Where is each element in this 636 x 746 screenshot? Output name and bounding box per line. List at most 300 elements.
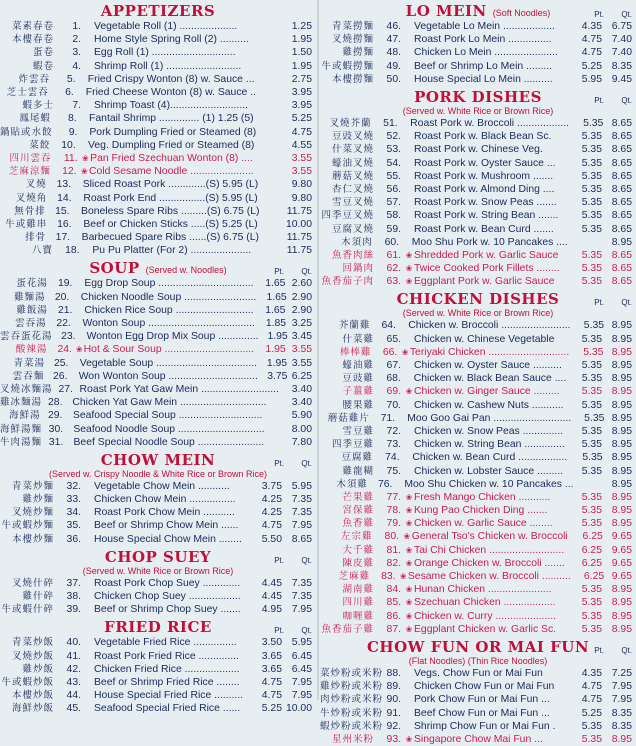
price: 5.25	[291, 113, 312, 125]
price-quart: 8.65	[291, 533, 312, 545]
item-name: Chicken w. Cashew Nuts ...........	[414, 399, 564, 411]
menu-item-row	[0, 533, 316, 546]
item-number: 4.	[72, 60, 81, 72]
item-name: Roast Pork w. Broccoli ..................	[410, 118, 569, 130]
item-name: Chicken w. Snow Peas ..............	[414, 425, 563, 437]
chinese-name: 叉燒什碎	[11, 577, 54, 589]
item-name: Chicken Lo Mein ......................	[414, 47, 558, 59]
spicy-pepper-icon: ❀	[403, 532, 411, 542]
menu-item-row	[320, 236, 636, 249]
item-number: 9.	[68, 126, 78, 138]
item-number: 34.	[66, 507, 81, 519]
item-number: 86.	[386, 610, 401, 622]
price-pint: 5.25	[581, 60, 602, 72]
chinese-name: 肉炒粉或米粉	[320, 694, 384, 706]
item-name: Beef Special Noodle Soup .......................	[73, 436, 265, 448]
item-name: Beef or Shrimp Chow Mein ......	[94, 520, 239, 532]
chinese-name: 豆腐叉燒	[331, 223, 374, 235]
item-name: Roast Pork End ................(S) 5.95 (L)	[83, 192, 258, 204]
item-name: Beef or Shrimp Fried Rice ........	[94, 676, 240, 688]
item-name: Roast Pork Yat Gaw Mein ...........................	[79, 383, 279, 395]
chinese-name: 無骨排	[14, 205, 46, 217]
price-quart: 9.65	[611, 557, 632, 569]
item-number: 25.	[53, 357, 69, 369]
size-column-headers	[576, 10, 632, 19]
price-quart: 7.95	[611, 694, 632, 706]
price-pint: 5.35	[581, 223, 602, 235]
item-name: Beef or Chicken Sticks .....(S) 5.25 (L)	[83, 218, 258, 230]
price-pint: 5.35	[581, 597, 602, 609]
chinese-name: 蝦多士	[22, 100, 54, 112]
price-pint: 5.25	[261, 703, 282, 715]
spicy-pepper-icon: ❀	[75, 345, 83, 355]
chinese-name: 菜炒粉或米粉	[320, 667, 384, 679]
item-number: 65.	[386, 333, 401, 345]
price: 1.50	[291, 47, 312, 59]
menu-item-row	[320, 464, 636, 477]
item-name: Home Style Spring Roll (2) ..........	[94, 34, 249, 46]
item-number: 82.	[386, 557, 401, 569]
item-name: Kung Pao Chicken Ding .......	[414, 505, 548, 517]
item-number: 51.	[383, 118, 398, 130]
price-pint: 1.95	[267, 331, 288, 343]
item-number: 89.	[386, 681, 401, 693]
price-pint: 5.35	[581, 518, 602, 530]
spicy-pepper-icon: ❀	[405, 519, 413, 529]
item-number: 64.	[381, 320, 396, 332]
price-pint: 5.35	[584, 412, 605, 424]
menu-item-row	[320, 478, 636, 491]
price-quart: 8.95	[611, 412, 632, 424]
item-number: 42.	[66, 663, 81, 675]
size-column-headers	[576, 96, 632, 105]
price: 3.55	[291, 166, 312, 178]
item-name: Cold Sesame Noodle ......................	[89, 166, 254, 178]
size-column-headers	[576, 298, 632, 307]
price-pint: 3.75	[261, 480, 282, 492]
chinese-name: 芝士雲吞	[6, 87, 49, 99]
chinese-name: 雞什碎	[22, 591, 54, 603]
item-number: 16.	[57, 218, 72, 230]
item-number: 29.	[47, 410, 63, 422]
item-name: Moo Goo Gai Pan ...........................	[407, 412, 572, 424]
item-name: Fried Cheese Wonton (8) w. Sauce ..	[85, 87, 256, 99]
item-name: Twice Cooked Pork Fillets ........	[414, 263, 560, 275]
section-note: (Served w. White Rice or Brown Rice)	[402, 308, 554, 319]
price-quart: 8.95	[611, 333, 632, 345]
price-pint: 5.35	[581, 733, 602, 745]
price-quart: 7.95	[291, 520, 312, 532]
price-quart: 5.90	[291, 410, 312, 422]
section-title: PORK DISHES	[414, 87, 542, 106]
menu-item-row	[0, 383, 316, 396]
section-header	[320, 86, 636, 106]
chinese-name: 四川雞	[342, 597, 374, 609]
menu-item-row	[320, 359, 636, 372]
price-quart: 9.65	[611, 531, 632, 543]
menu-item-row	[0, 244, 316, 257]
item-name: Egg Drop Soup .................................	[84, 278, 254, 290]
item-name: Eggplant Chicken w. Garlic Sc.	[414, 623, 557, 635]
chinese-name: 陳皮雞	[342, 557, 374, 569]
item-number: 21.	[58, 304, 73, 316]
price-pint: 5.35	[581, 373, 603, 385]
item-number: 68.	[386, 373, 401, 385]
item-name: Roast Pork w. Oyster Sauce ...	[414, 157, 556, 169]
menu-item-row	[320, 706, 636, 719]
item-number: 32.	[66, 480, 81, 492]
price-quart: 8.65	[611, 118, 632, 130]
menu-item-row	[0, 73, 316, 86]
menu-item-row	[320, 60, 636, 73]
item-number: 52.	[386, 131, 401, 143]
section-header	[0, 616, 316, 636]
chinese-name: 湖南雞	[342, 584, 374, 596]
price-quart: 8.95	[611, 478, 633, 490]
item-number: 23.	[61, 331, 76, 343]
item-name: Wonton Egg Drop Mix Soup ..............	[86, 331, 259, 343]
price-quart: 7.35	[291, 591, 312, 603]
spicy-pepper-icon: ❀	[405, 250, 413, 260]
menu-item-row	[0, 636, 316, 649]
menu-item-row	[320, 262, 636, 275]
item-number: 75.	[386, 465, 401, 477]
price-pint: 6.25	[581, 544, 602, 556]
section-note: (Served w. White Rice or Brown Rice)	[82, 565, 234, 576]
item-number: 3.	[72, 47, 81, 59]
chinese-name: 豆豉雞	[342, 373, 374, 385]
menu-item-row	[0, 396, 316, 409]
item-number: 5.	[66, 73, 76, 85]
menu-item-row	[320, 20, 636, 33]
item-number: 36.	[66, 533, 81, 545]
item-number: 60.	[384, 236, 400, 248]
section-header	[0, 0, 316, 20]
item-name: Pu Pu Platter (For 2) .....................	[92, 245, 252, 257]
price-quart: 8.95	[611, 346, 632, 358]
item-name: Vegetable Roll (1) ....................	[94, 21, 238, 33]
price-quart: 8.35	[611, 60, 632, 72]
chinese-name: 牛或雞串	[5, 218, 48, 230]
item-name: House Special Fried Rice ..........	[94, 690, 243, 702]
menu-item-row	[320, 693, 636, 706]
size-header: Qt.	[301, 555, 312, 565]
chinese-name: 咖喱雞	[342, 610, 374, 622]
item-number: 26.	[53, 370, 68, 382]
price-quart: 8.95	[611, 320, 632, 332]
chinese-name: 酸辣湯	[15, 344, 48, 356]
size-header: Pt.	[274, 458, 284, 468]
item-name: Roast Pork w. Bean Curd .......	[414, 223, 554, 235]
chinese-name: 星州米粉	[331, 733, 374, 745]
item-name: Roast Pork w. String Bean .......	[414, 210, 559, 222]
chinese-name: 杏仁叉燒	[331, 183, 374, 195]
price-pint: 3.75	[267, 370, 288, 382]
menu-item-row	[0, 650, 316, 663]
item-number: 79.	[386, 518, 401, 530]
price-quart: 8.95	[611, 386, 632, 398]
item-number: 44.	[66, 690, 81, 702]
chinese-name: 雲吞麵	[12, 370, 45, 382]
menu-item-row	[0, 343, 316, 356]
price-quart: 8.35	[611, 707, 632, 719]
price-pint: 5.35	[581, 720, 602, 732]
item-name: Orange Chicken w. Broccoli .......	[414, 557, 565, 569]
item-number: 67.	[386, 360, 401, 372]
item-number: 40.	[66, 637, 81, 649]
menu-item-row	[320, 117, 636, 130]
menu-item-row	[0, 277, 316, 290]
item-number: 69.	[386, 386, 401, 398]
menu-item-row	[0, 99, 316, 112]
chinese-name: 叉燒炒麵	[11, 507, 54, 519]
item-number: 47.	[386, 34, 401, 46]
menu-item-row	[320, 583, 636, 596]
size-header: Pt.	[594, 10, 604, 19]
menu-item-row	[0, 165, 316, 178]
spicy-pepper-icon: ❀	[405, 506, 413, 516]
price-quart: 8.95	[611, 465, 632, 477]
item-name: Boneless Spare Ribs .........(S) 6.75 (L)	[81, 205, 260, 217]
chinese-name: 什菜叉燒	[331, 144, 374, 156]
chinese-name: 雞炒飯	[22, 663, 54, 675]
price-quart: 8.65	[611, 157, 632, 169]
price-pint: 4.45	[261, 577, 282, 589]
menu-item-row	[0, 330, 316, 343]
price-quart: 5.95	[291, 637, 312, 649]
chinese-name: 八寶	[31, 245, 53, 257]
item-name: Pork Dumpling Fried or Steamed (8)	[89, 126, 257, 138]
item-name: Sesame Chicken w. Broccoli ..........	[407, 571, 571, 583]
price-pint: 4.75	[581, 681, 602, 693]
chinese-name: 雪豆雞	[342, 425, 374, 437]
menu-item-row	[320, 557, 636, 570]
price-quart: 7.80	[291, 436, 312, 448]
menu-item-row	[320, 130, 636, 143]
price-pint: 5.35	[581, 386, 602, 398]
item-name: Seafood Special Fried Rice ......	[94, 703, 241, 715]
item-name: Beef Chow Fun or Mai Fun ...	[414, 707, 550, 719]
item-number: 80.	[384, 531, 399, 543]
menu-section-lo-mein	[320, 0, 636, 86]
item-number: 87.	[386, 623, 401, 635]
menu-item-row	[0, 86, 316, 99]
item-number: 2.	[72, 34, 81, 46]
price-quart: 5.95	[291, 480, 312, 492]
chinese-name: 青菜撈麵	[331, 21, 374, 33]
price-pint: 3.65	[261, 663, 282, 675]
chinese-name: 青菜炒飯	[11, 637, 54, 649]
menu-item-row	[0, 231, 316, 244]
price-quart: 8.95	[611, 399, 632, 411]
menu-item-row	[320, 504, 636, 517]
menu-item-row	[320, 623, 636, 636]
item-name: Vegetable Fried Rice ...............	[94, 637, 237, 649]
spicy-pepper-icon: ❀	[401, 347, 409, 357]
chinese-name: 魚香茄子雞	[321, 623, 374, 635]
price-pint: 5.35	[581, 505, 602, 517]
item-number: 22.	[56, 318, 71, 330]
item-number: 59.	[386, 223, 401, 235]
chinese-name: 蠔油叉燒	[331, 157, 374, 169]
chinese-name: 雲吞蛋花湯	[0, 331, 53, 343]
item-number: 19.	[58, 278, 73, 290]
chinese-name: 海鮮湯麵	[0, 423, 43, 435]
menu-item-row	[320, 425, 636, 438]
spicy-pepper-icon: ❀	[405, 624, 413, 634]
chinese-name: 豆豉叉燒	[331, 131, 374, 143]
item-number: 73.	[386, 439, 401, 451]
menu-item-row	[0, 689, 316, 702]
item-number: 74.	[385, 452, 400, 464]
item-name: Moo Shu Pork w. 10 Pancakes ....	[411, 236, 568, 248]
item-name: Barbecued Spare Ribs ......(S) 6.75 (L)	[81, 232, 259, 244]
item-number: 62.	[386, 263, 401, 275]
chinese-name: 蝦卷	[32, 60, 54, 72]
price-pint: 5.35	[581, 197, 602, 209]
item-number: 49.	[386, 60, 401, 72]
menu-item-row	[320, 385, 636, 398]
chinese-name: 腰果雞	[342, 399, 374, 411]
chinese-name: 蛋卷	[32, 47, 54, 59]
price-quart: 7.95	[291, 690, 312, 702]
price-quart: 8.65	[611, 183, 632, 195]
item-name: Beef or Shrimp Lo Mein .........	[414, 60, 553, 72]
menu-item-row	[0, 126, 316, 139]
item-number: 7.	[72, 100, 81, 112]
price-quart: 9.65	[611, 571, 632, 583]
price-quart: 7.95	[611, 681, 632, 693]
menu-item-row	[320, 346, 636, 359]
menu-section-pork-dishes	[320, 86, 636, 288]
item-name: Veg. Dumpling Fried or Steamed (8)	[88, 139, 255, 151]
menu-item-row	[320, 209, 636, 222]
menu-item-row	[0, 370, 316, 383]
size-header: Pt.	[274, 267, 284, 277]
section-title: CHICKEN DISHES	[396, 290, 560, 309]
item-number: 54.	[386, 157, 401, 169]
price-pint: 5.35	[581, 210, 602, 222]
item-number: 70.	[386, 399, 401, 411]
chinese-name: 牛肉湯麵	[0, 436, 43, 448]
price-quart: 3.55	[291, 344, 313, 356]
section-header	[0, 546, 316, 566]
menu-section-appetizers	[0, 0, 316, 257]
chinese-name: 宮保雞	[342, 505, 374, 517]
price-pint: 4.75	[261, 676, 282, 688]
chinese-name: 蠔油雞	[342, 360, 374, 372]
chinese-name: 青菜湯	[13, 357, 45, 369]
size-header: Qt.	[301, 267, 312, 277]
menu-item-row	[0, 493, 316, 506]
chinese-name: 本樓撈麵	[331, 73, 374, 85]
chinese-name: 雪豆叉燒	[331, 197, 374, 209]
menu-column-right	[320, 0, 636, 745]
spicy-pepper-icon: ❀	[405, 585, 413, 595]
menu-item-row	[320, 530, 636, 543]
item-number: 77.	[386, 491, 401, 503]
item-name: Vegetable Chow Mein ...........	[94, 480, 230, 492]
price-pint: 5.35	[581, 157, 602, 169]
price-pint: 3.65	[261, 650, 282, 662]
price-pint: 1.95	[265, 344, 286, 356]
price-quart: 8.95	[611, 623, 632, 635]
menu-item-row	[0, 506, 316, 519]
menu-item-row	[320, 222, 636, 235]
item-name: Hot & Sour Soup ...............................	[83, 344, 255, 356]
menu-item-row	[0, 20, 316, 33]
item-number: 11.	[63, 152, 78, 164]
chinese-name: 魚香茄子肉	[321, 276, 374, 288]
size-column-headers	[256, 556, 312, 565]
item-name: Eggplant Pork w. Garlic Sauce	[414, 276, 555, 288]
item-name: Tai Chi Chicken ..........................	[414, 544, 565, 556]
chinese-name: 叉燒炒飯	[11, 650, 54, 662]
item-name: Chicken w. Bean Curd .................	[412, 452, 568, 464]
price-quart: 6.45	[291, 663, 312, 675]
chinese-name: 鍋貼或水餃	[0, 126, 53, 138]
menu-item-row	[320, 680, 636, 693]
spicy-pepper-icon: ❀	[405, 558, 413, 568]
size-column-headers	[256, 459, 312, 468]
item-name: Hunan Chicken ......................	[414, 584, 552, 596]
price-pint: 5.35	[582, 452, 603, 464]
price-quart: 8.95	[611, 360, 632, 372]
chinese-name: 本樓炒飯	[11, 690, 54, 702]
chinese-name: 炸雲吞	[18, 73, 51, 85]
spicy-pepper-icon: ❀	[405, 734, 413, 744]
item-name: Vegs. Chow Fun or Mai Fun	[414, 667, 543, 679]
item-name: Pan Fried Szechuan Wonton (8) ....	[90, 152, 253, 164]
price: 11.75	[286, 245, 312, 257]
price-pint: 5.35	[581, 360, 602, 372]
menu-item-row	[0, 676, 316, 689]
price-pint: 5.35	[581, 249, 602, 261]
menu-item-row	[0, 112, 316, 125]
section-note: (Served w. White Rice or Brown Rice)	[402, 105, 554, 116]
price-quart: 8.65	[611, 223, 632, 235]
price-pint: 5.35	[581, 276, 602, 288]
price-pint: 4.35	[581, 667, 602, 679]
price-quart: 8.95	[611, 439, 632, 451]
item-name: Chicken w. Chinese Vegetable	[414, 333, 555, 345]
menu-item-row	[320, 196, 636, 209]
price-quart: 2.60	[291, 278, 312, 290]
size-column-headers	[576, 646, 632, 655]
chinese-name: 本樓炒麵	[11, 533, 54, 545]
price-quart: 8.95	[611, 425, 632, 437]
price-pint: 4.45	[261, 591, 282, 603]
price-pint: 5.35	[581, 399, 602, 411]
price-quart: 7.35	[291, 494, 312, 506]
price: 11.75	[286, 232, 312, 244]
chinese-name: 雞龍糊	[342, 465, 374, 477]
price: 4.55	[291, 139, 312, 151]
section-header	[320, 0, 636, 20]
chinese-name: 本樓春卷	[11, 34, 54, 46]
item-number: 39.	[66, 604, 81, 616]
section-header	[0, 257, 316, 277]
section-title: CHOP SUEY	[104, 547, 212, 566]
item-name: Chicken Noodle Soup .........................	[80, 291, 257, 303]
menu-item-row	[0, 191, 316, 204]
price-pint: 5.35	[581, 333, 602, 345]
chinese-name: 牛或蝦炒飯	[1, 676, 54, 688]
item-name: Roast Pork Fried Rice ..............	[94, 650, 239, 662]
section-title: LO MEIN	[405, 2, 487, 20]
price-pint: 4.75	[581, 694, 602, 706]
price-quart: 3.25	[291, 318, 312, 330]
